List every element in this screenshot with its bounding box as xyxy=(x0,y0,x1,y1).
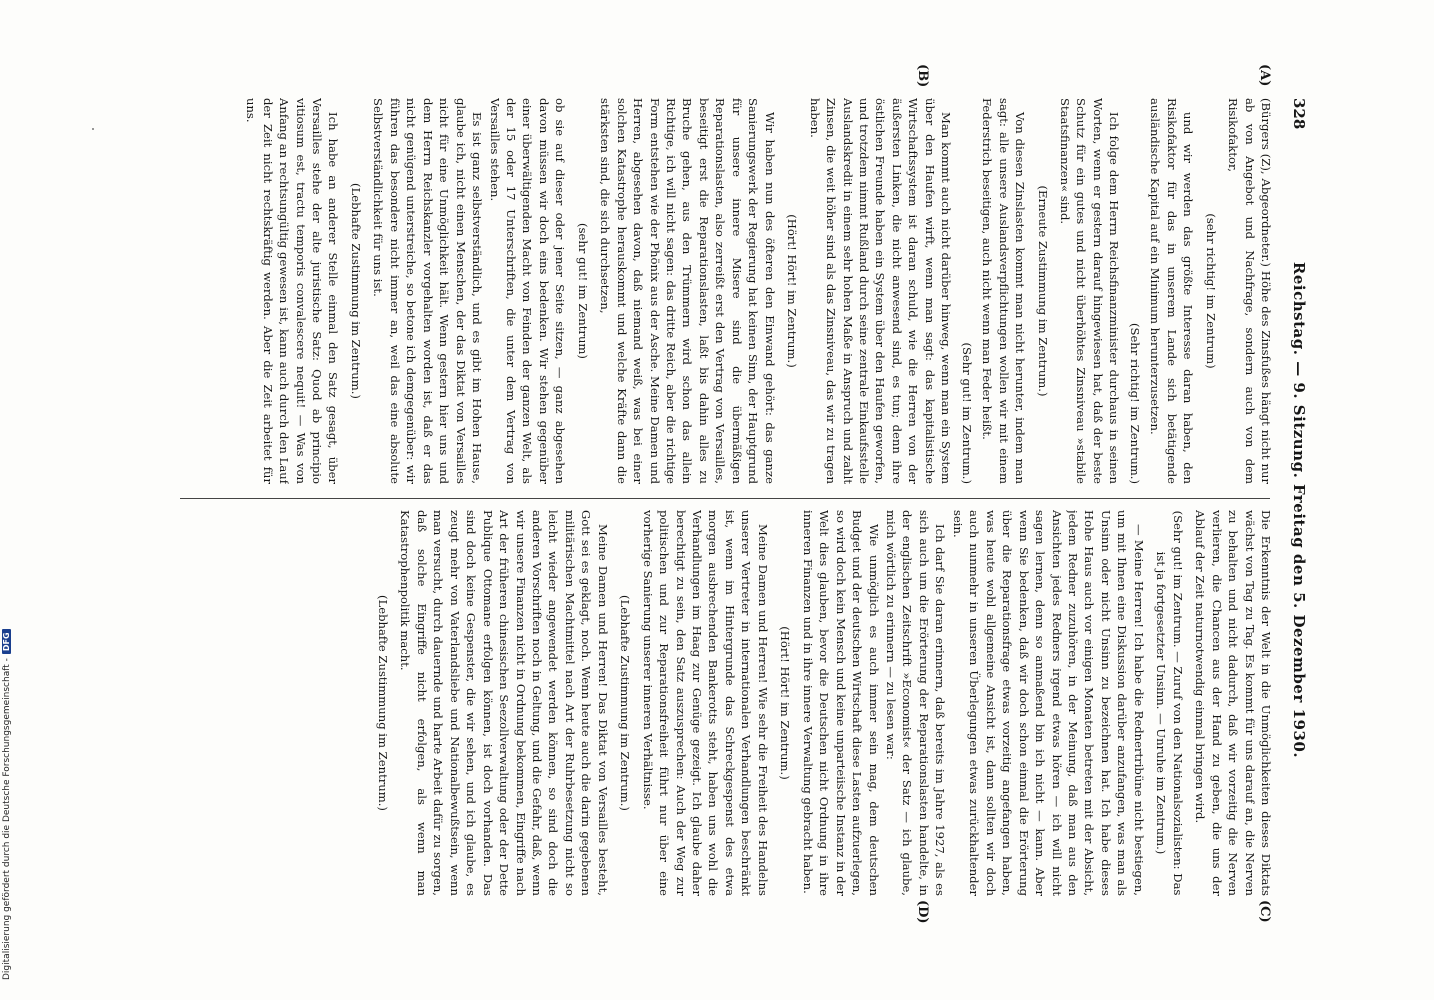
right-paragraph: Meine Damen und Herren! Wie sehr die Freiheit des Handelns unserer Vertreter in internationalen Verhandlungen beschränkt ist, wenn im Hintergrunde das Schreckgespenst des etwa morgen ausbrechenden Bankerotts steht, haben uns wohl die Verhandlungen im Haag zur Genüge gezeigt. Ich glaube daher berechtigt zu sein, den Satz auszusprechen: Auch der Weg zur politischen und zur Reparationsfreiheit führt nur über eine vorherige Sanierung unserer inneren Verhältnisse. xyxy=(640,510,770,896)
column-divider xyxy=(180,498,1270,499)
page-number: 328 xyxy=(1290,98,1308,130)
left-paragraph: und wir werden das größte Interesse daran haben, den Risikofaktor für das in unserem Lande sich betätigende ausländische Kapital auf ein Minimum herunterzusetzen. xyxy=(1148,98,1196,484)
right-paragraph: Ich darf Sie daran erinnern, daß bereits im Jahre 1927, als es sich auch um die Erörterung der Reparationslasten handelte, in der englischen Zeitschrift »Economist« der Satz — ich glaube, mich wörtlich zu erinnern — zu lesen war: xyxy=(884,510,948,896)
right-column xyxy=(120,510,1274,896)
left-interjection: (Lebhafte Zustimmung im Zentrum.) xyxy=(348,183,363,399)
left-paragraph: Es ist ganz selbstverständlich, und es gibt im Hohen Hause, glaube ich, nicht einen Menschen, der das Diktat von Versailles nicht für eine Unmöglichkeit hält. Wenn gestern hier uns und dem Herrn Reichskanzler vorgehalten worden ist, daß er das nicht genügend unterstreiche, so betone ich demgegenüber: wir führen das besondere nicht immer an, weil das eine absolute Selbstverständlichkeit für uns ist. xyxy=(371,98,485,484)
left-interjection: (Hört! Hört! im Zentrum.) xyxy=(785,214,800,368)
left-paragraph: (Bürgers (Z), Abgeordneter.) Höhe des Zinsfußes hängt nicht nur ab von Angebot und Nachfrage, sondern auch von dem Risikofaktor, xyxy=(1226,98,1273,484)
credit-text: Digitalisierung gefördert durch die Deutsche Forschungsgemeinschaft - xyxy=(2,658,12,980)
margin-marker-a: (A) xyxy=(1257,64,1272,87)
newspaper-page xyxy=(120,64,1310,940)
right-interjection: (Lebhafte Zustimmung im Zentrum.) xyxy=(618,595,633,811)
left-paragraph: ob sie auf dieser oder jener Seite sitzen, — ganz abgesehen davon müssen wir doch eins bedenken. Wir stehen gegenüber einer überwältigenden Macht von Feinden der ganzen Welt, als der 15 oder 17 Unterschriften, die unter dem Vertrag von Versailles stehen. xyxy=(487,98,568,484)
margin-marker-b: (B) xyxy=(915,64,930,88)
scan-speck xyxy=(92,128,94,130)
left-interjection: (Sehr richtig! im Zentrum.) xyxy=(1127,322,1142,484)
page-header xyxy=(1284,98,1310,922)
left-paragraph: Von diesen Zinslasten kommt man nicht herunter, indem man sagt: alle unsere Auslandsverpflichtungen wollen wir mit einem Federstrich beseitigen, auch nicht wenn man Feder heißt. xyxy=(980,98,1028,484)
dfg-logo: DFG xyxy=(2,629,11,654)
margin-marker-d: (D) xyxy=(915,900,930,924)
right-interjection: (Hört! Hört! im Zentrum.) xyxy=(778,626,793,780)
page-title: Reichstag. — 9. Sitzung. Freitag den 5. Dezember 1930. xyxy=(1290,261,1308,759)
right-paragraph: Meine Damen und Herren! Das Diktat von Versailles besteht, Gott sei es geklagt, noch. Wenn heute auch die darin gegebenen militärischen Machtmittel nach Art der Ruhrbesetzung nicht so leicht wieder angewendet werden können, so sind doch die anderen Vorschriften noch in Geltung, und die Gefahr, daß, wenn wir unsere Finanzen nicht in Ordnung bekommen, Eingriffe nach Art der früheren chinesischen Seezollverwaltung oder der Dette Publique Ottomane erfolgen können, ist doch vorhanden. Das sind doch keine Gespenster, die wir sehen, und ich glaube, es zeugt mehr von Vaterlandsliebe und Nationalbewußtsein, wenn man versucht, durch dauernde und harte Arbeit dafür zu sorgen, daß solche Eingriffe nicht erfolgen, als wenn man Katastrophenpolitik macht. xyxy=(398,510,610,896)
left-paragraph: Ich folge dem Herrn Reichsfinanzminister durchaus in seinen Worten, wenn er gestern darauf hingewiesen hat, daß der beste Schutz für ein gutes und nicht überhöhtes Zinsniveau »stabile Staatsfinanzen« sind. xyxy=(1058,98,1122,484)
left-interjection: (Sehr gut! im Zentrum.) xyxy=(959,342,974,484)
left-paragraph: Man kommt auch nicht darüber hinweg, wenn man ein System über den Haufen wirft, wenn man sagt: das kapitalistische Wirtschaftssystem ist daran schuld, wie die Herren von der äußersten Linken, die nicht anwesend sind, es tun; denn ihre östlichen Freunde haben ein System über den Haufen geworfen, und trotzdem nimmt Rußland durch seine zentrale Einkaufsstelle Auslandskredit in einem sehr hohen Maße in Anspruch und zahlt Zinsen, die weit höher sind als das Zinsniveau, das wir zu tragen haben. xyxy=(807,98,954,484)
left-paragraph: Wir haben nun des öfteren den Einwand gehört: das ganze Sanierungswerk der Regierung hat keinen Sinn, der Hauptgrund für unsere innere Misere sind die übermäßigen Reparationslasten, also zerreißt erst den Vertrag von Versailles, beseitigt erst die Reparationslasten, laßt bis dahin alles zu Bruche gehen, aus den Trümmern wird schon das allein Richtige, ich will nicht sagen: das dritte Reich, aber die richtige Form entstehen wie der Phönix aus der Asche. Meine Damen und Herren, abgesehen davon, daß niemand weiß, was bei einer solchen Katastrophe herauskommt und welche Kräfte dann die stärksten sind, die sich durchsetzen, xyxy=(598,98,777,484)
left-interjection: (sehr gut! im Zentrum) xyxy=(575,223,590,359)
left-paragraph: Ich habe an anderer Stelle einmal den Satz gesagt, über Versailles stehe der alte juristische Satz: Quod ab principio vitiosum est, tractu temporis convalescere nequit! — Was von Anfang an rechtsungültig gewesen ist, kann auch durch den Lauf der Zeit nicht rechtskräftig werden. Aber die Zeit arbeitet für uns. xyxy=(244,98,341,484)
margin-marker-c: (C) xyxy=(1257,900,1272,923)
right-interjection: (Lebhafte Zustimmung im Zentrum.) xyxy=(375,595,390,811)
digitization-credit xyxy=(2,629,12,980)
left-interjection: (sehr richtig! im Zentrum) xyxy=(1203,213,1218,369)
right-paragraph: — Meine Herren! Ich habe die Rednertribüne nicht bestiegen, um mit Ihnen eine Diskussion darüber anzufangen, was man als Unsinn oder nicht Unsinn zu bezeichnen hat. Ich habe dieses Hohe Haus auch vor einigen Monaten betreten mit der Absicht, jedem Redner zuzuhören, in der Meinung, daß man aus den Ansichten jedes Redners irgend etwas hören — ich will nicht sagen lernen, denn so anmaßend bin ich nicht — kann. Aber wenn Sie bedenken, daß wir doch schon einmal die Erörterung über die Reparationsfrage etwas vorzeitig angefangen haben, was heute wohl allgemeine Ansicht ist, dann sollten wir doch auch nunmehr in unseren Überlegungen etwas zurückhaltender sein. xyxy=(950,510,1146,896)
right-interjection: (Sehr gut! im Zentrum. — Zuruf von den Nationalsozialisten: Das ist ja fortgesetzter Unsinn. — Unruhe im Zentrum.) xyxy=(1154,510,1185,896)
right-paragraph: Die Erkenntnis der Welt in die Unmöglichkeiten dieses Diktats wächst von Tag zu Tag. Es kommt für uns darauf an, die Nerven zu behalten und nicht dadurch, daß wir vorzeitig die Nerven verlieren, die Chancen aus der Hand zu geben, die uns der Ablauf der Zeit naturnotwendig einmal bringen wird. xyxy=(1193,510,1273,896)
left-column xyxy=(120,98,1274,484)
left-interjection: (Erneute Zustimmung im Zentrum.) xyxy=(1035,185,1050,397)
right-paragraph: Wie unmöglich es auch immer sein mag, dem deutschen Budget und der deutschen Wirtschaft diese Lasten aufzuerlegen, so wird doch kein Mensch und keine unparteiische Instanz in der Welt dies glauben, bevor die Deutschen nicht Ordnung in ihre inneren Finanzen und in ihre innere Verwaltung gebracht haben. xyxy=(800,510,881,896)
